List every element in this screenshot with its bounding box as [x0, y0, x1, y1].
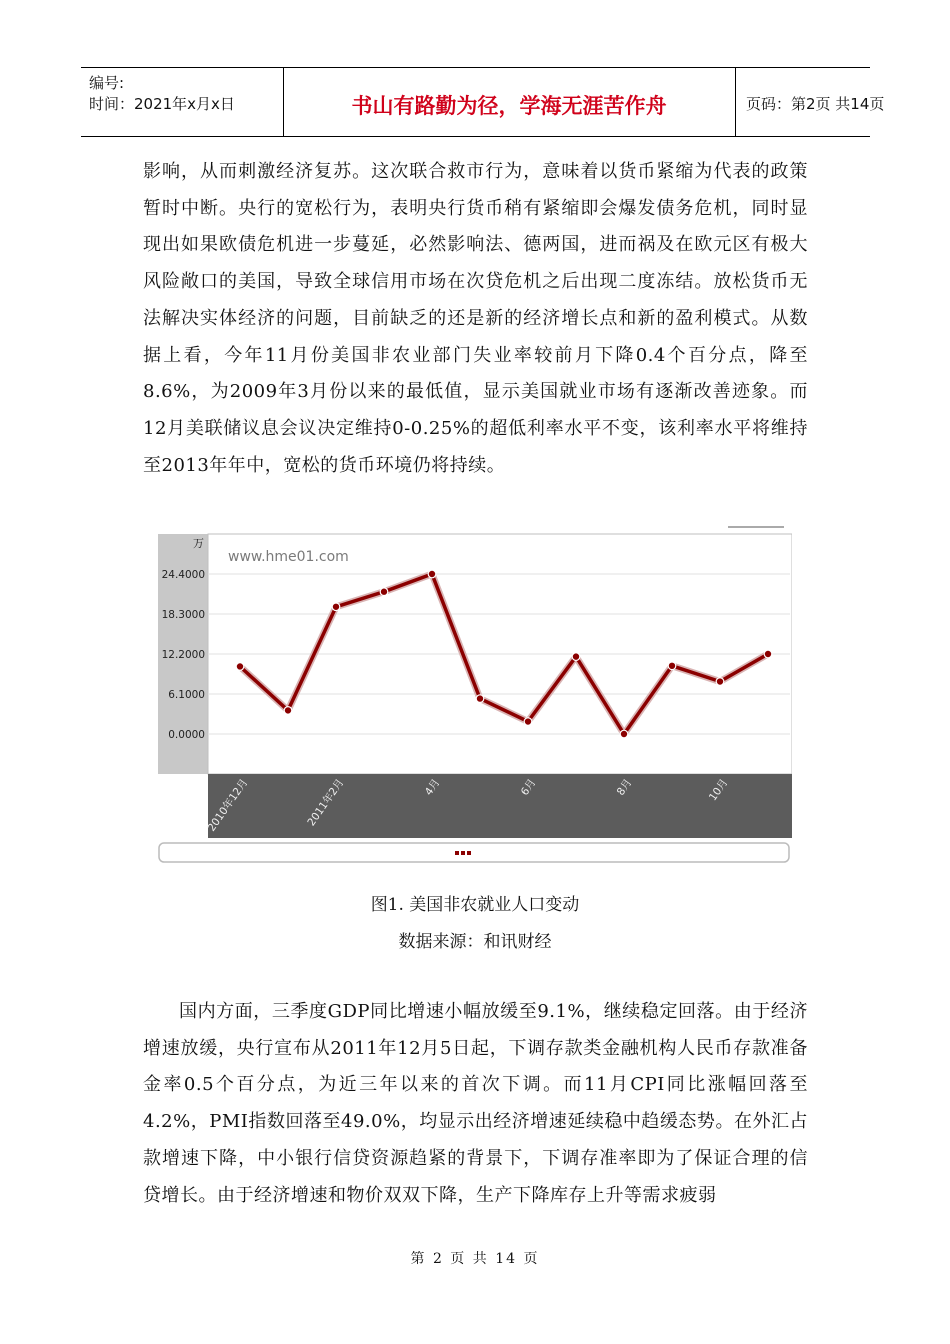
- chart-scrollbar[interactable]: [159, 843, 789, 862]
- x-tick-label: 10月: [706, 776, 731, 804]
- data-point: [236, 663, 244, 671]
- data-point: [572, 653, 580, 661]
- y-tick-label: 24.4000: [161, 569, 205, 581]
- y-tick-label: 12.2000: [161, 649, 205, 661]
- figure-source: 数据来源：和讯财经: [398, 932, 552, 952]
- page-label: 页码：第2页 共14页: [746, 95, 885, 113]
- data-point: [524, 718, 532, 726]
- scroll-handle-icon[interactable]: [455, 851, 471, 855]
- nonfarm-chart: [158, 520, 792, 865]
- data-point: [620, 730, 628, 738]
- data-point: [716, 678, 724, 686]
- data-point: [380, 588, 388, 596]
- data-point: [284, 707, 292, 715]
- x-tick-label: 6月: [518, 776, 539, 798]
- data-point: [476, 695, 484, 703]
- x-tick-label: 2011年2月: [305, 776, 347, 829]
- page-footer: 第 2 页 共 14 页: [410, 1251, 540, 1267]
- x-axis-panel: [208, 774, 792, 838]
- code-label: 编号:: [89, 74, 125, 92]
- y-tick-label: 18.3000: [161, 609, 205, 621]
- y-tick-label: 6.1000: [168, 689, 205, 701]
- body-paragraph-1: 影响，从而刺激经济复苏。这次联合救市行为，意味着以货币紧缩为代表的政策暂时中断。央行的宽松行为，表明央行货币稍有紧缩即会爆发债务危机，同时显现出如果欧债危机进一步蔓延，必然影响法、德两国，进而祸及在欧元区有极大风险敞口的美国，导致全球信用市场在次贷危机之后出现二度冻结。放松货币无法解决实体经济的问题，目前缺乏的还是新的经济增长点和新的盈利模式。从数据上看，今年11月份美国非农业部门失业率较前月下降0.4个百分点，降至8.6%，为2009年3月份以来的最低值，显示美国就业市场有逐渐改善迹象。而12月美联储议息会议决定维持0-0.25%的超低利率水平不变，该利率水平将维持至2013年年中，宽松的货币环境仍将持续。: [143, 161, 808, 476]
- header-meta-cell: [81, 68, 284, 136]
- data-point: [332, 603, 340, 611]
- data-point: [428, 570, 436, 578]
- data-point: [668, 662, 676, 670]
- x-tick-label: 4月: [422, 776, 443, 798]
- x-tick-label: 8月: [614, 776, 635, 798]
- x-tick-label: 2010年12月: [205, 776, 251, 834]
- time-label: 时间：2021年x月x日: [89, 95, 235, 113]
- header-motto: 书山有路勤为径，学海无涯苦作舟: [351, 94, 667, 118]
- data-point: [764, 650, 772, 658]
- chart-watermark: www.hme01.com: [228, 549, 349, 565]
- page-header: [81, 67, 885, 137]
- header-page-cell: [736, 68, 885, 136]
- figure-caption: 图1. 美国非农就业人口变动: [370, 895, 580, 915]
- y-unit-label: 万: [193, 537, 204, 550]
- body-paragraph-2: 国内方面，三季度GDP同比增速小幅放缓至9.1%，继续稳定回落。由于经济增速放缓，央行宣布从2011年12月5日起，下调存款类金融机构人民币存款准备金率0.5个百分点，为近三年以来的首次下调。而11月CPI同比涨幅回落至4.2%，PMI指数回落至49.0%，均显示出经济增速延续稳中趋缓态势。在外汇占款增速下降，中小银行信贷资源趋紧的背景下，下调存准率即为了保证合理的信贷增长。由于经济增速和物价双双下降，生产下降库存上升等需求疲弱: [143, 1001, 808, 1206]
- chart-container: [158, 520, 792, 865]
- header-motto-cell: [283, 68, 736, 136]
- y-tick-label: 0.0000: [168, 729, 205, 741]
